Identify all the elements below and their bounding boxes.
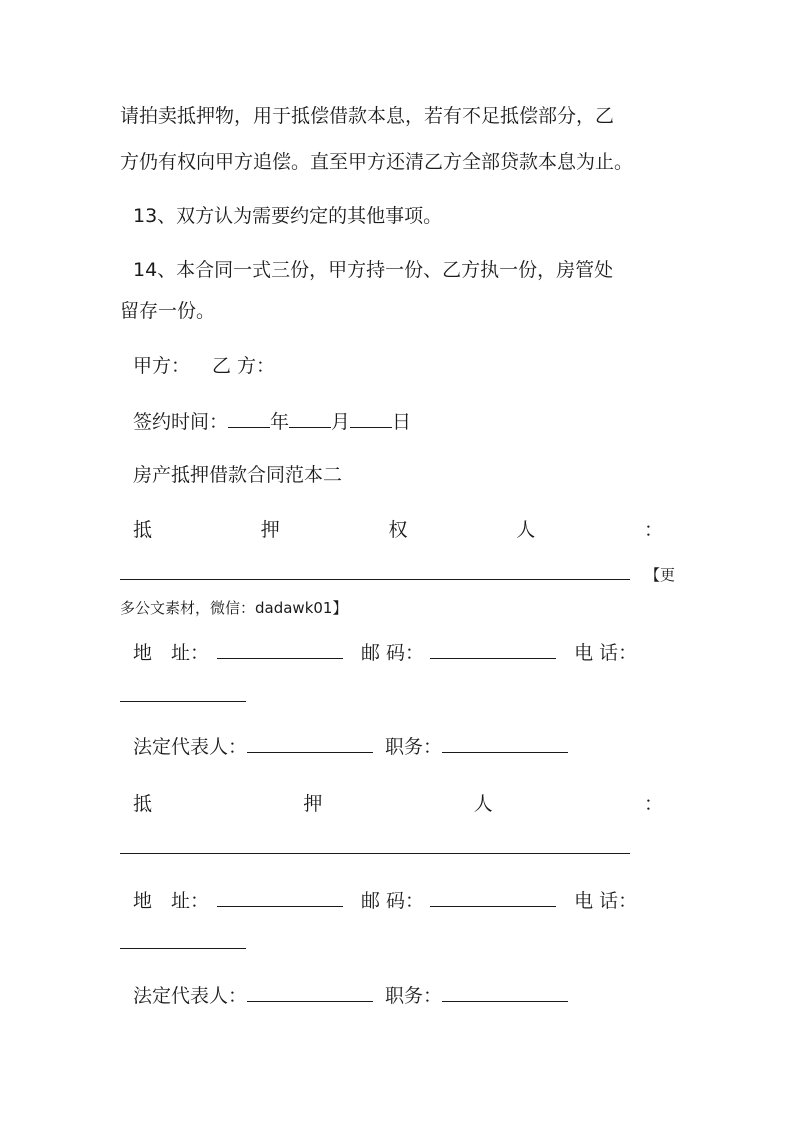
phone-blank <box>120 948 246 949</box>
postcode-label: 邮 码： <box>361 642 425 664</box>
address-row-1 <box>133 640 673 665</box>
position-label: 职务： <box>385 985 443 1007</box>
mortgagor-rule <box>120 853 630 854</box>
position-blank <box>442 983 568 1002</box>
paragraph-line: 请拍卖抵押物，用于抵偿借款本息，若有不足抵偿部分，乙 <box>120 105 615 127</box>
mortgagee-label: 抵 押 权 人 ： <box>133 519 663 541</box>
mortgagee-rule <box>120 579 630 580</box>
mortgagor-label: 抵 押 人 ： <box>133 793 663 815</box>
paragraph-line: 方仍有权向甲方追偿。直至甲方还清乙方全部贷款本息为止。 <box>120 151 634 173</box>
phone-label: 电 话： <box>574 890 638 912</box>
phone-label: 电 话： <box>574 642 638 664</box>
legal-rep-row-2 <box>133 983 693 1008</box>
position-label: 职务： <box>385 736 443 758</box>
day-label: 日 <box>392 411 412 433</box>
position-blank <box>442 734 568 753</box>
address-blank <box>217 888 343 907</box>
year-blank <box>228 409 270 428</box>
month-label: 月 <box>331 411 351 433</box>
party-b-label: 乙 方： <box>212 355 276 377</box>
sign-date-line <box>133 409 693 434</box>
section-heading: 房产抵押借款合同范本二 <box>133 464 343 486</box>
month-blank <box>289 409 331 428</box>
promo-bracket: 【更 <box>645 566 676 584</box>
address-label: 地 址： <box>133 890 210 912</box>
address-label: 地 址： <box>133 642 210 664</box>
sign-date-label: 签约时间： <box>133 411 229 433</box>
legal-rep-label: 法定代表人： <box>133 736 248 758</box>
legal-rep-row-1 <box>133 734 693 759</box>
year-label: 年 <box>270 411 290 433</box>
postcode-blank <box>430 640 556 659</box>
clause-14-line1: 14、本合同一式三份，甲方持一份、乙方执一份，房管处 <box>133 259 614 281</box>
phone-blank <box>120 701 246 702</box>
clause-14-line2: 留存一份。 <box>120 300 216 322</box>
parties-line <box>133 354 693 378</box>
postcode-label: 邮 码： <box>361 890 425 912</box>
party-a-label: 甲方： <box>133 355 191 377</box>
clause-13: 13、双方认为需要约定的其他事项。 <box>133 205 443 227</box>
postcode-blank <box>430 888 556 907</box>
legal-rep-blank <box>247 734 373 753</box>
day-blank <box>350 409 392 428</box>
legal-rep-blank <box>247 983 373 1002</box>
address-blank <box>217 640 343 659</box>
legal-rep-label: 法定代表人： <box>133 985 248 1007</box>
address-row-2 <box>133 888 673 913</box>
promo-text: 多公文素材，微信：dadawk01】 <box>120 599 348 617</box>
